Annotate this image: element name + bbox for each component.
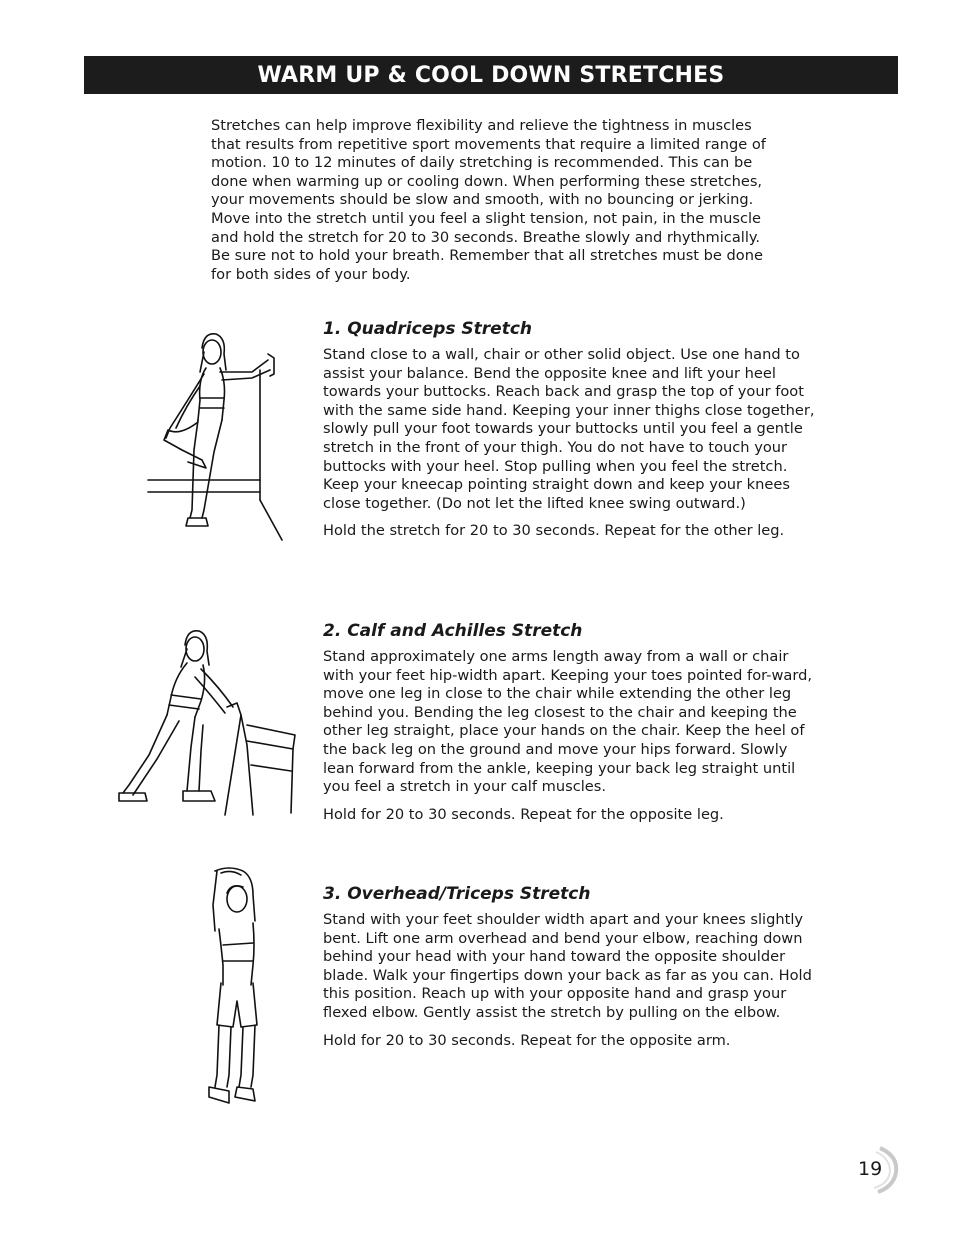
intro-paragraph: Stretches can help improve flexibility and relieve the tightness in muscles that results from repetitive sport movements that require a limited range of motion. 10 to 12 minutes of daily stretching is recommended. This can be done when warming up or cooling down. When performing these stretches, your movements should be slow and smooth, with no bouncing or jerking. Move into the stretch until you feel a slight tension, not pain, in the muscle and hold the stretch for 20 to 30 seconds. Breathe slowly and rhythmically. Be sure not to hold your breath. Remember that all stretches must be done for both sides of your body. — [211, 117, 766, 283]
section-hold-instruction: Hold for 20 to 30 seconds. Repeat for the opposite arm. — [323, 1031, 731, 1049]
section-calf-achilles-stretch — [323, 620, 815, 824]
section-overhead-triceps-stretch — [323, 883, 815, 1050]
section-quadriceps-stretch — [323, 318, 815, 541]
calf-achilles-stretch-illustration — [115, 625, 305, 820]
section-hold-instruction: Hold the stretch for 20 to 30 seconds. Repeat for the other leg. — [323, 522, 785, 540]
section-title: 1. Quadriceps Stretch — [323, 319, 533, 339]
page-title: WARM UP & COOL DOWN STRETCHES — [257, 62, 725, 88]
section-body: Stand close to a wall, chair or other solid object. Use one hand to assist your balance. Bend the opposite knee and lift your heel towards your buttocks. Reach back and grasp the top of your foot with the same side hand. Keeping your inner thighs close together, slowly pull your foot towards your buttocks until you feel a gentle stretch in the front of your thigh. You do not have to touch your buttocks with your heel. Stop pulling when you feel the stretch. Keep your kneecap pointing straight down and keep your knees close together. (Do not let the lifted knee swing outward.) — [323, 346, 815, 512]
page-curl-decoration — [868, 1146, 900, 1194]
section-title: 2. Calf and Achilles Stretch — [323, 621, 583, 641]
page-header — [84, 56, 898, 94]
section-body: Stand approximately one arms length away from a wall or chair with your feet hip-width apart. Keeping your toes pointed for-ward, move one leg in close to the chair while extending the other leg behind you. Bending the leg closest to the chair and keeping the other leg straight, place your hands on the chair. Keep the heel of the back leg on the ground and move your hips forward. Slowly lean forward from the ankle, keeping your back leg straight until you feel a stretch in your calf muscles. — [323, 648, 812, 796]
section-title: 3. Overhead/Triceps Stretch — [323, 884, 591, 904]
page-number: 19 — [858, 1158, 883, 1180]
section-body: Stand with your feet shoulder width apart and your knees slightly bent. Lift one arm overhead and bend your elbow, reaching down behind your head with your hand toward the opposite shoulder blade. Walk your fingertips down your back as far as you can. Hold this position. Reach up with your opposite hand and grasp your flexed elbow. Gently assist the stretch by pulling on the elbow. — [323, 911, 812, 1021]
section-hold-instruction: Hold for 20 to 30 seconds. Repeat for the opposite leg. — [323, 805, 724, 823]
overhead-triceps-stretch-illustration — [195, 865, 275, 1115]
quadriceps-stretch-illustration — [140, 330, 290, 545]
